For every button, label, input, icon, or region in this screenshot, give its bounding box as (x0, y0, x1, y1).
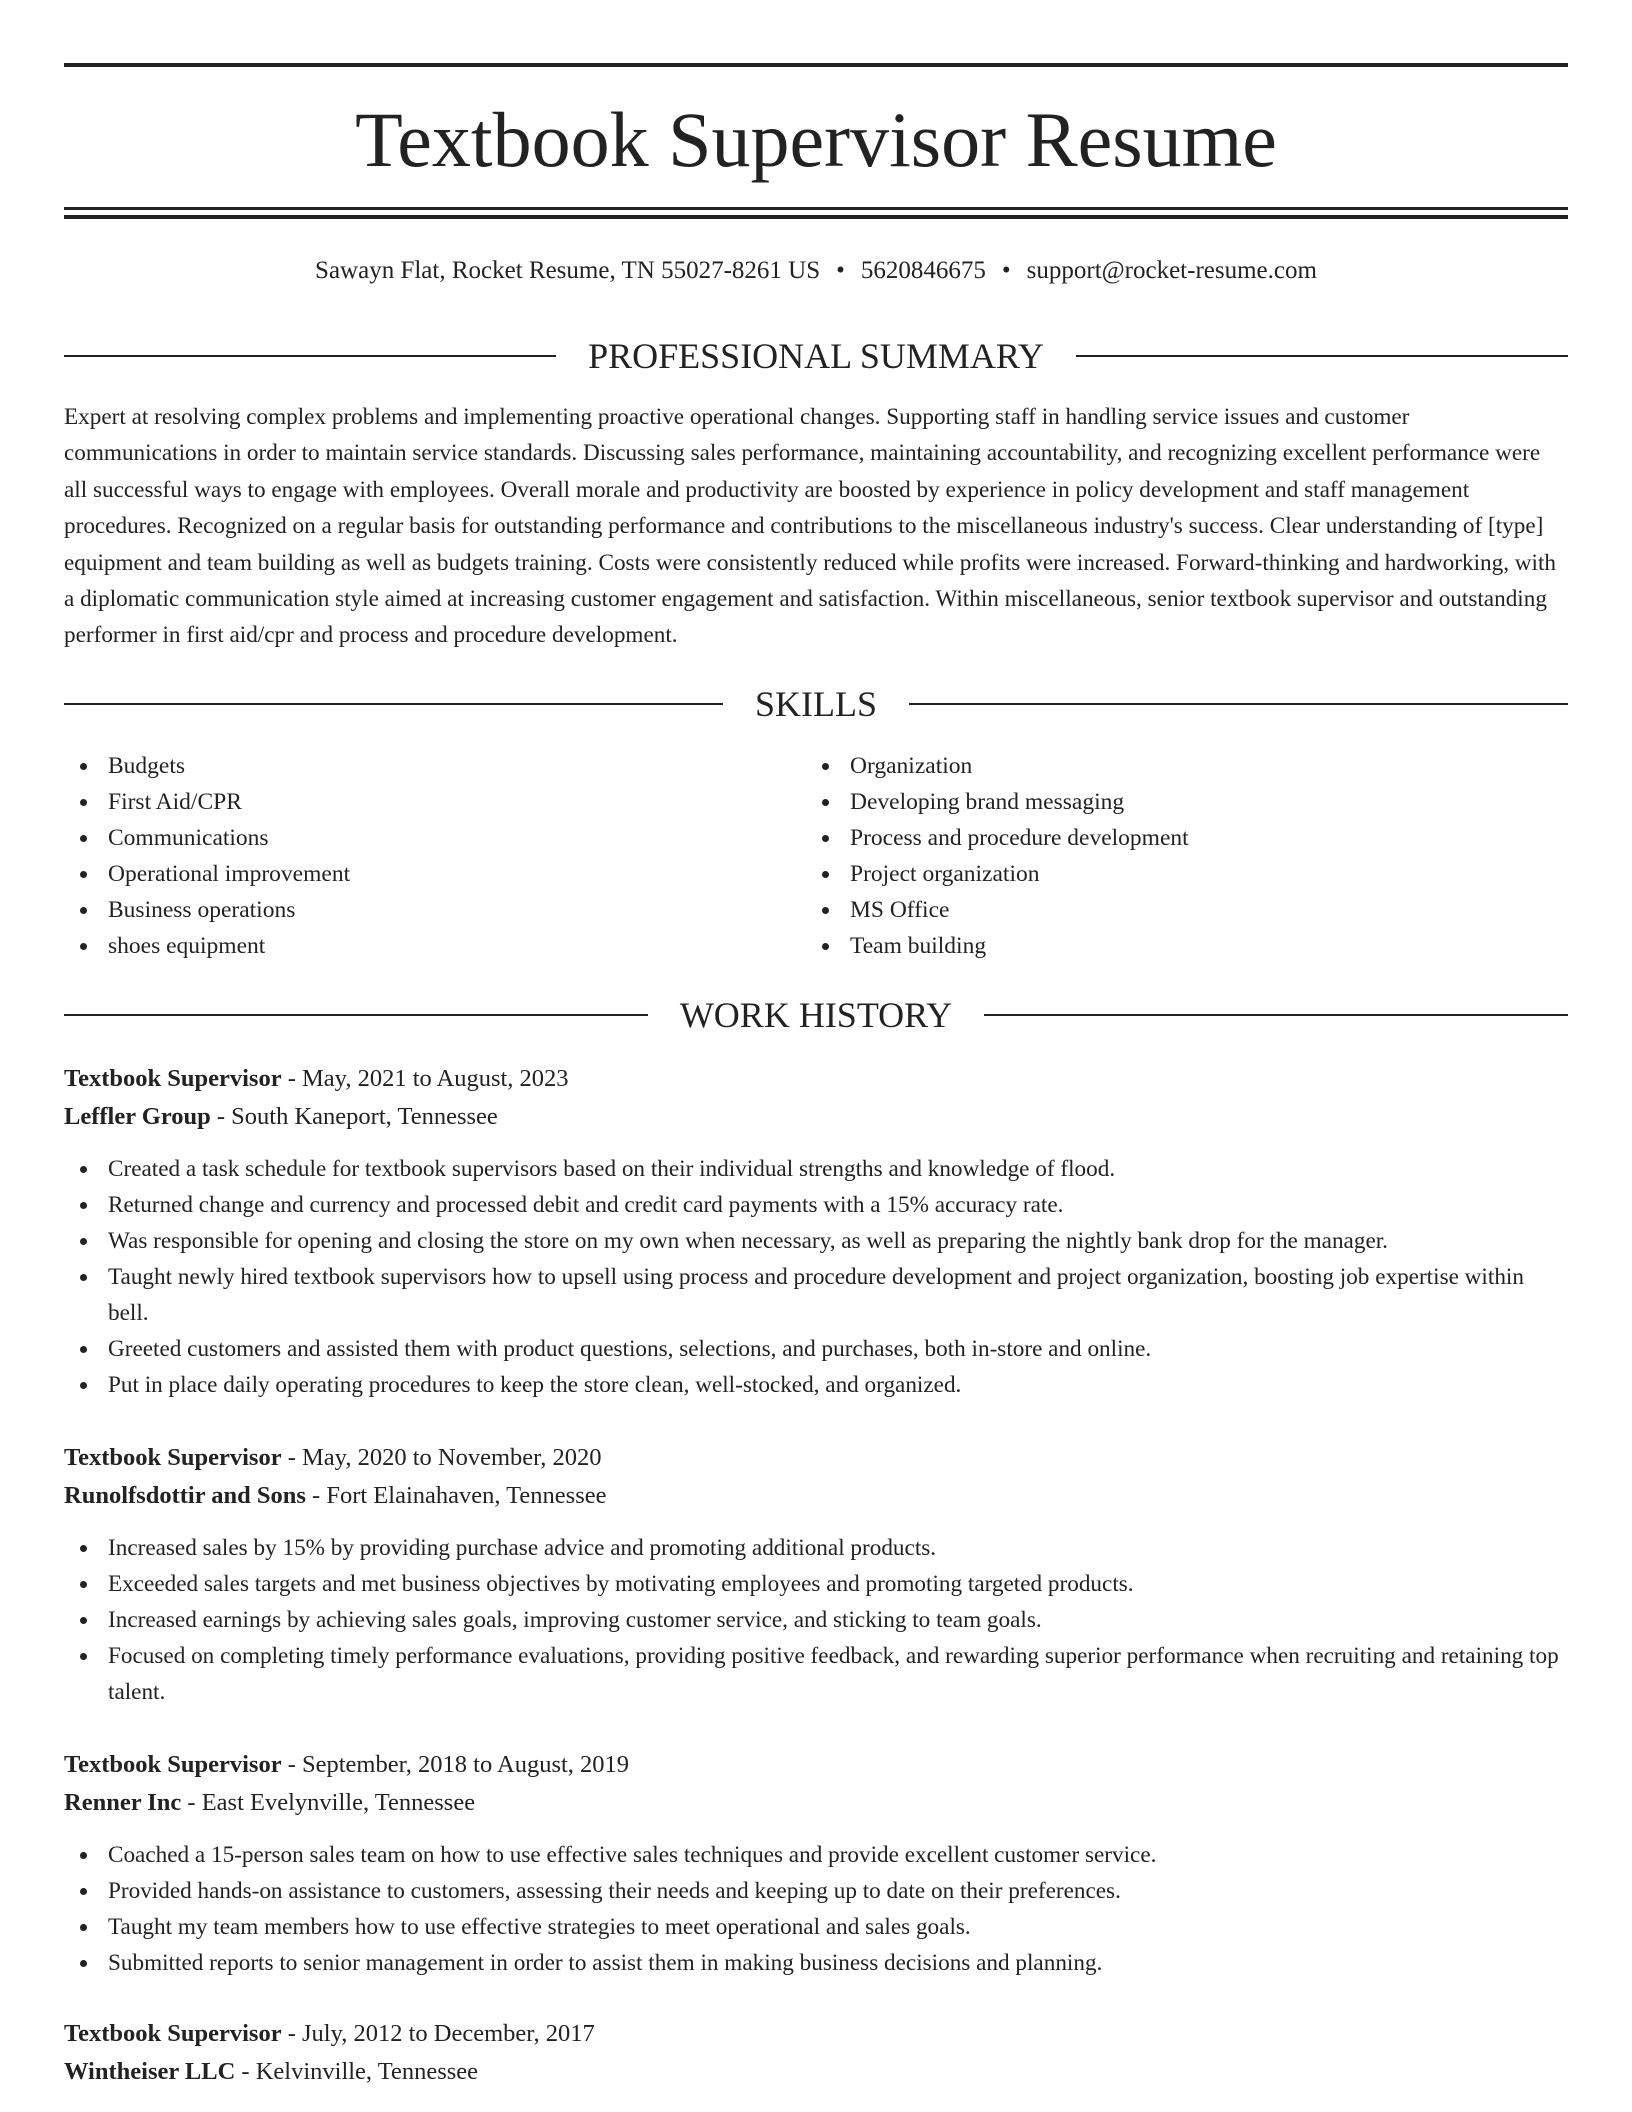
job-company-line (64, 2053, 1568, 2091)
job-title-line (64, 1746, 1568, 1784)
skill-item: Communications (64, 820, 764, 856)
skill-item: Business operations (64, 892, 764, 928)
skills-list-left (64, 748, 764, 964)
company-name: Renner Inc (64, 1789, 182, 1816)
contact-email: support@rocket-resume.com (1026, 257, 1317, 284)
skill-item: Budgets (64, 748, 764, 784)
job-bullet: Taught newly hired textbook supervisors how to upsell using process and procedure development and project organization, boosting job expertise within bell. (64, 1259, 1568, 1331)
section-heading-summary (64, 334, 1568, 378)
professional-summary: Expert at resolving complex problems and implementing proactive operational changes. Supporting staff in handling service issues and customer communications in order to maintain service standards. Discussing sales performance, maintaining accountability, and recognizing excellent performance were all successful ways to engage with employees. Overall morale and productivity are boosted by experience in policy development and staff management procedures. Recognized on a regular basis for outstanding performance and contributions to the miscellaneous industry's success. Clear understanding of [type] equipment and team building as well as budgets training. Costs were consistently reduced while profits were increased. Forward-thinking and hardworking, with a diplomatic communication style aimed at increasing customer engagement and satisfaction. Within miscellaneous, senior textbook supervisor and outstanding performer in first aid/cpr and process and procedure development. (64, 404, 1557, 649)
skill-item: Developing brand messaging (806, 784, 1506, 820)
job-bullet: Increased earnings by achieving sales goals, improving customer service, and sticking to team goals. (64, 1602, 1568, 1638)
job-entry (64, 2015, 1568, 2091)
job-title: Textbook Supervisor (64, 1444, 282, 1471)
job-dates: - September, 2018 to August, 2019 (281, 1751, 630, 1778)
job-company-line (64, 1477, 1568, 1515)
job-entry (64, 1439, 1568, 1710)
job-bullets (64, 1837, 1568, 1981)
skill-item: First Aid/CPR (64, 784, 764, 820)
contact-separator: • (836, 257, 845, 284)
skill-item: shoes equipment (64, 928, 764, 964)
job-company-line (64, 1784, 1568, 1822)
company-name: Leffler Group (64, 1103, 211, 1130)
resume-title: Textbook Supervisor Resume (355, 96, 1277, 183)
job-bullets (64, 1530, 1568, 1710)
heading-rule (909, 703, 1568, 705)
skill-item: MS Office (806, 892, 1506, 928)
header-bottom-rule-thick (64, 215, 1568, 219)
job-company-line (64, 1098, 1568, 1136)
contact-phone: 5620846675 (860, 257, 986, 284)
job-bullet: Submitted reports to senior management in order to assist them in making business decisions and planning. (64, 1945, 1568, 1981)
skill-item: Process and procedure development (806, 820, 1506, 856)
job-dates: - May, 2020 to November, 2020 (281, 1444, 602, 1471)
skill-item: Operational improvement (64, 856, 764, 892)
section-heading-work (64, 993, 1568, 1037)
skills-list-right (806, 748, 1506, 964)
job-bullet: Exceeded sales targets and met business objectives by motivating employees and promoting targeted products. (64, 1566, 1568, 1602)
contact-line (64, 253, 1568, 289)
job-bullet: Greeted customers and assisted them with product questions, selections, and purchases, both in-store and online. (64, 1331, 1568, 1367)
job-bullet: Created a task schedule for textbook supervisors based on their individual strengths and knowledge of flood. (64, 1151, 1568, 1187)
contact-address: Sawayn Flat, Rocket Resume, TN 55027-8261 US (315, 257, 821, 284)
job-bullet: Taught my team members how to use effective strategies to meet operational and sales goals. (64, 1909, 1568, 1945)
job-bullet: Focused on completing timely performance evaluations, providing positive feedback, and rewarding superior performance when recruiting and retaining top talent. (64, 1638, 1568, 1710)
job-bullet: Was responsible for opening and closing the store on my own when necessary, as well as preparing the nightly bank drop for the manager. (64, 1223, 1568, 1259)
job-entry (64, 1746, 1568, 1981)
skill-item: Team building (806, 928, 1506, 964)
heading-rule (64, 355, 556, 357)
company-location: - Kelvinville, Tennessee (235, 2058, 479, 2085)
header-top-rule (64, 63, 1568, 67)
heading-rule (64, 1014, 648, 1016)
job-bullet: Put in place daily operating procedures to keep the store clean, well-stocked, and organized. (64, 1367, 1568, 1403)
job-title: Textbook Supervisor (64, 1751, 282, 1778)
company-name: Runolfsdottir and Sons (64, 1482, 306, 1509)
contact-separator: • (1001, 257, 1011, 284)
heading-rule (64, 703, 723, 705)
section-title: WORK HISTORY (679, 995, 953, 1035)
job-bullet: Provided hands-on assistance to customers, assessing their needs and keeping up to date on their preferences. (64, 1873, 1568, 1909)
company-location: - Fort Elainahaven, Tennessee (305, 1482, 607, 1509)
section-title: SKILLS (755, 684, 878, 724)
job-title: Textbook Supervisor (64, 1065, 282, 1092)
job-dates: - July, 2012 to December, 2017 (281, 2020, 595, 2047)
heading-rule (1076, 355, 1568, 357)
section-title: PROFESSIONAL SUMMARY (588, 336, 1044, 376)
header-bottom-rule (64, 207, 1568, 210)
job-bullet: Increased sales by 15% by providing purchase advice and promoting additional products. (64, 1530, 1568, 1566)
skill-item: Organization (806, 748, 1506, 784)
job-bullet: Coached a 15-person sales team on how to use effective sales techniques and provide excellent customer service. (64, 1837, 1568, 1873)
company-location: - South Kaneport, Tennessee (210, 1103, 498, 1130)
job-bullet: Returned change and currency and processed debit and credit card payments with a 15% accuracy rate. (64, 1187, 1568, 1223)
section-heading-skills (64, 682, 1568, 726)
heading-rule (984, 1014, 1568, 1016)
skill-item: Project organization (806, 856, 1506, 892)
company-location: - East Evelynville, Tennessee (181, 1789, 476, 1816)
job-entry (64, 1060, 1568, 1403)
job-dates: - May, 2021 to August, 2023 (281, 1065, 569, 1092)
job-title: Textbook Supervisor (64, 2020, 282, 2047)
job-title-line (64, 2015, 1568, 2053)
job-title-line (64, 1060, 1568, 1098)
company-name: Wintheiser LLC (64, 2058, 236, 2085)
job-title-line (64, 1439, 1568, 1477)
job-bullets (64, 1151, 1568, 1403)
